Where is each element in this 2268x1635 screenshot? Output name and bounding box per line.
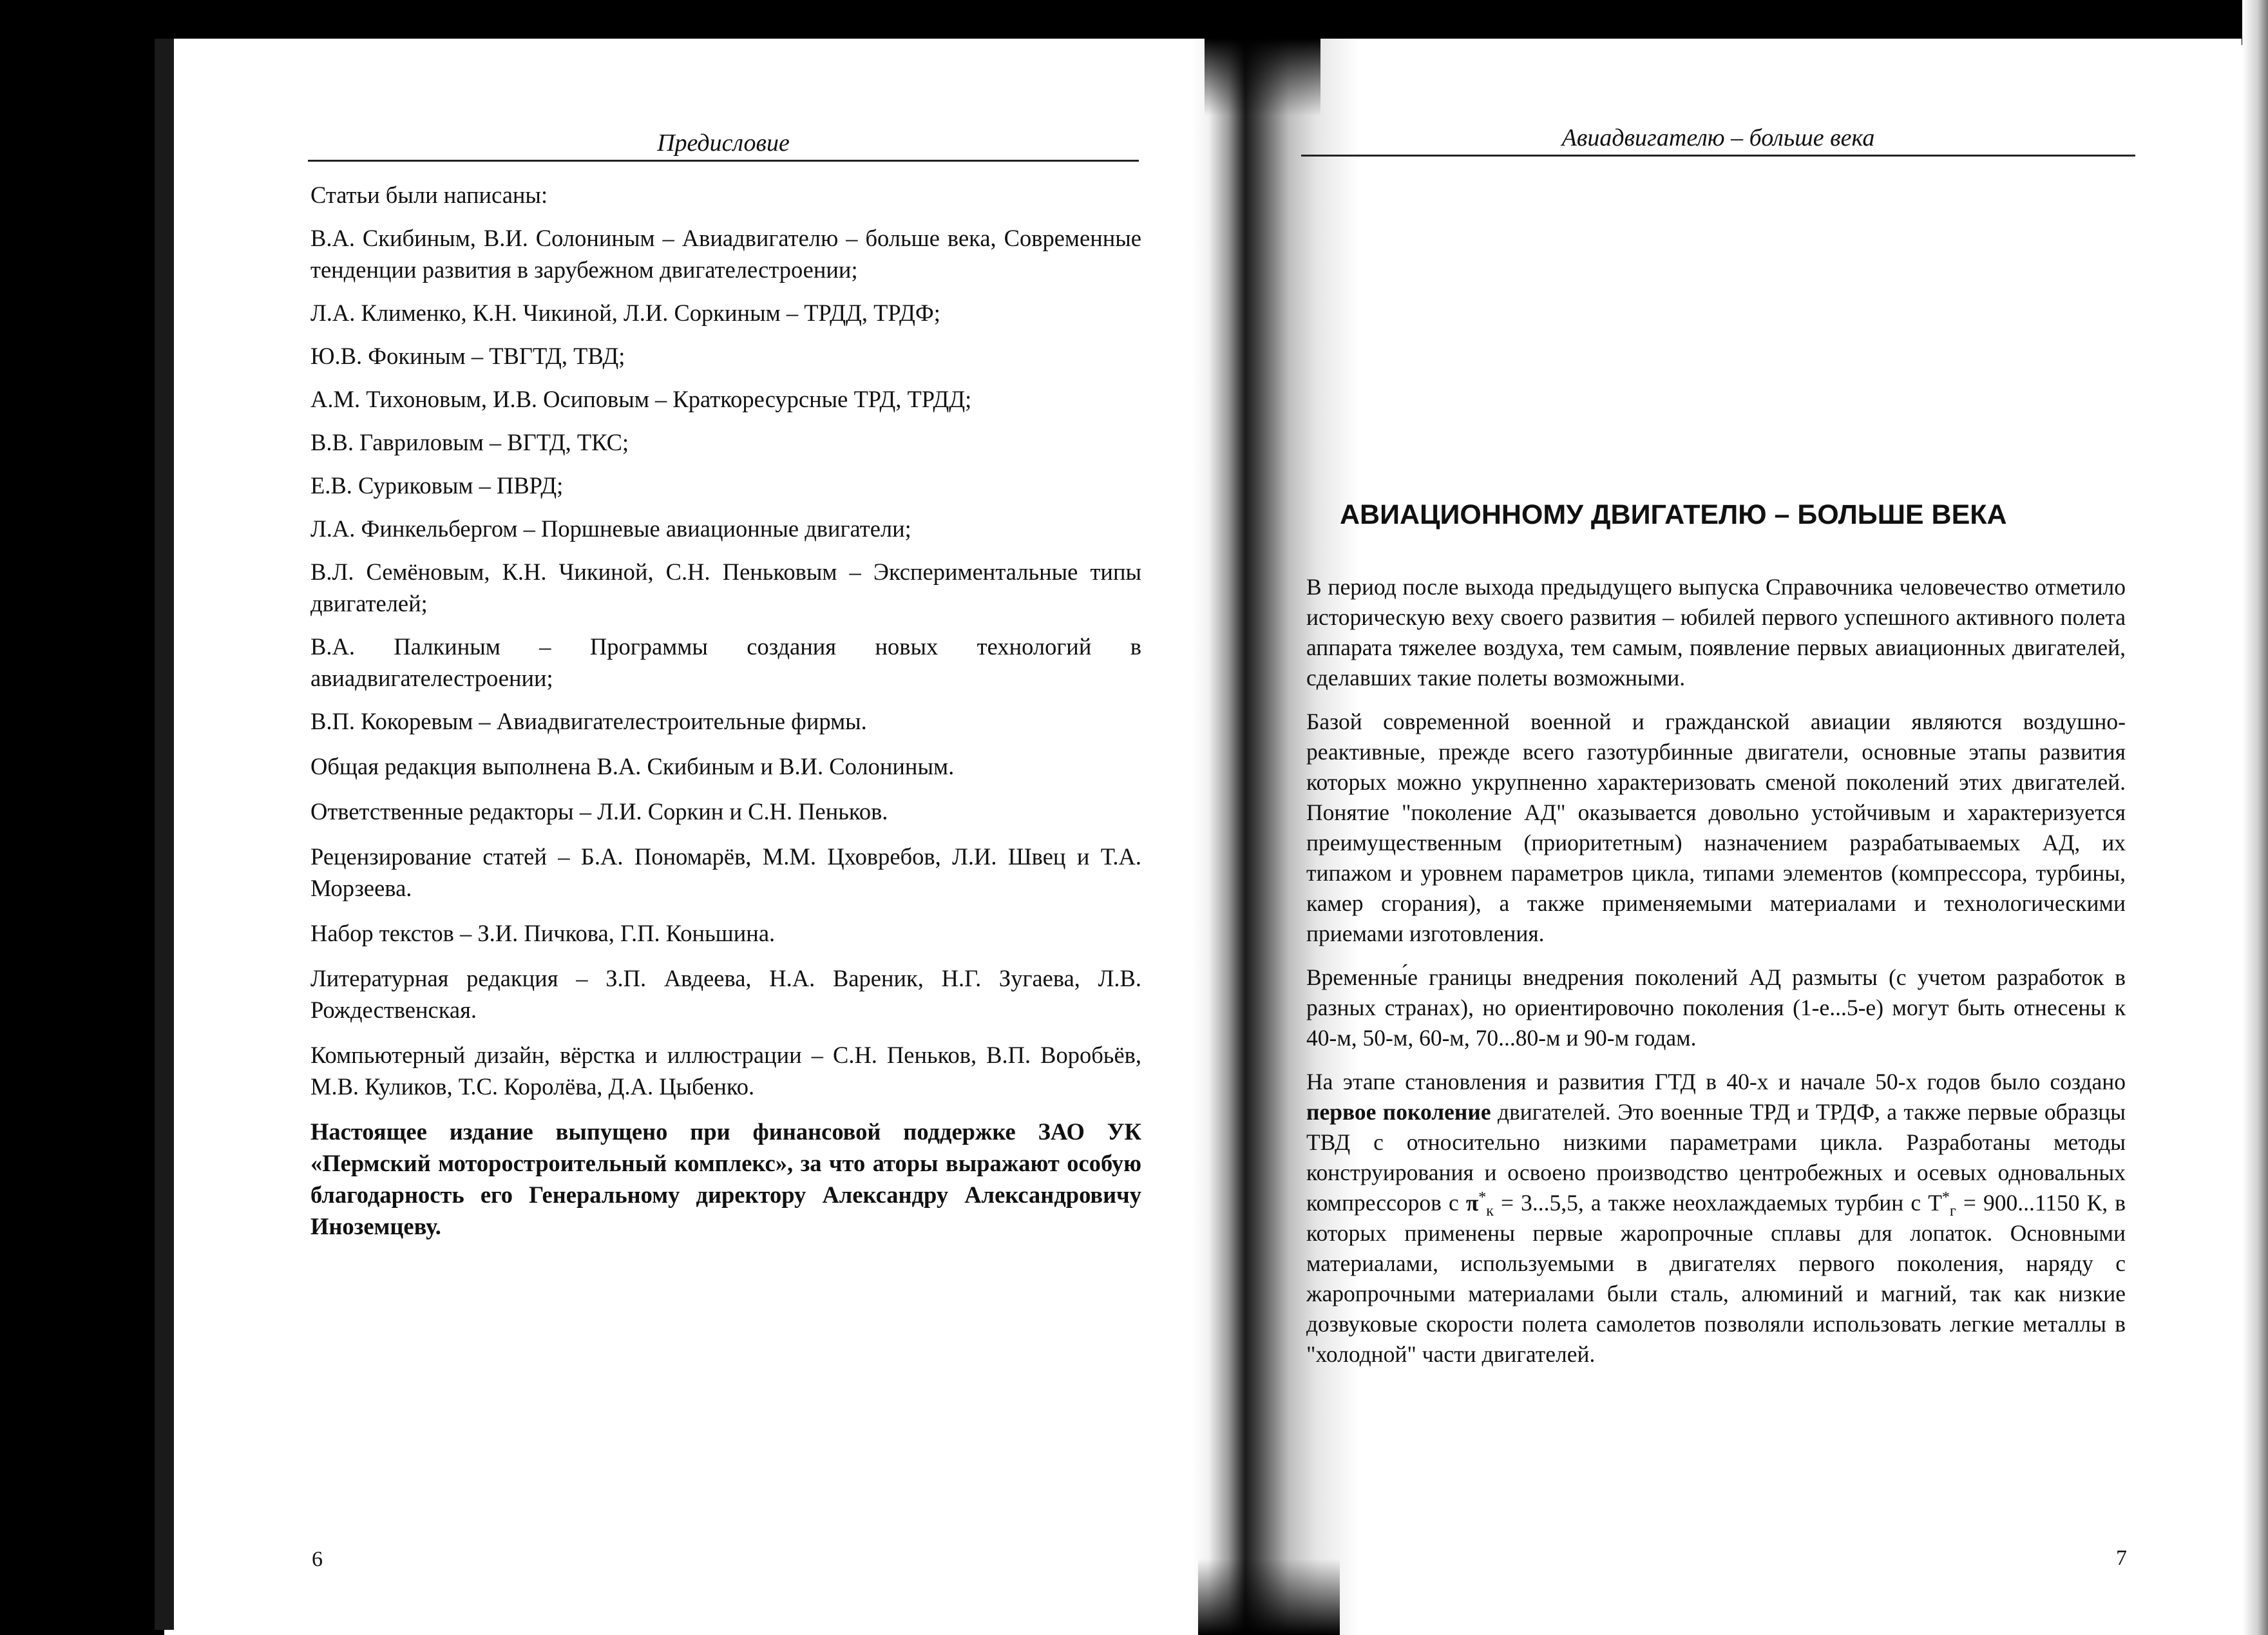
- star-superscript: *: [1941, 1189, 1950, 1207]
- acknowledgement: Настоящее издание выпущено при финансовой поддержке ЗАО УК «Пермский моторостроительный комплекс», за что аторы выражают особую благодарность его Генеральному директору Александру Александровичу Иноземцеву.: [310, 1118, 1141, 1239]
- pi-symbol: π: [1465, 1190, 1479, 1216]
- scan-edge-right: [2242, 0, 2268, 1635]
- running-head-right: Авиадвигателю – больше века: [1301, 124, 2135, 157]
- credit-line: Е.В. Суриковым – ПВРД;: [310, 472, 564, 499]
- p4-text-3: = 3...5,5, а также неохлаждаемых турбин с Т: [1493, 1190, 1942, 1216]
- general-editing: Общая редакция выполнена В.А. Скибиным и В.И. Солониным.: [310, 753, 955, 779]
- reviewers: Рецензирование статей – Б.А. Пономарёв, М.М. Цховребов, Л.И. Швец и Т.А. Морзеева.: [310, 843, 1141, 901]
- credit-line: Ю.В. Фокиным – ТВГТД, ТВД;: [310, 343, 625, 369]
- body-paragraph-first-generation: [1306, 1067, 2126, 1370]
- first-generation-term: первое поколение: [1306, 1099, 1491, 1125]
- credit-line: В.А. Палкиным – Программы создания новых технологий в авиадвигателестроении;: [310, 633, 1141, 691]
- credit-line: В.В. Гавриловым – ВГТД, ТКС;: [310, 429, 629, 455]
- p4-text-4: = 900...1150 К, в которых применены первые жаропрочные сплавы для лопаток. Основными материалами, используемыми в двигателях первого поколения, наряду с жаропрочными материалами были сталь, алюминий и магний, так как низкие дозвуковые скорости полета самолетов позволяли использовать легкие металлы в "холодной" части двигателей.: [1306, 1190, 2126, 1367]
- scan-edge-left: [0, 0, 164, 1635]
- credit-line: А.М. Тихоновым, И.В. Осиповым – Краткоресурсные ТРД, ТРДД;: [310, 386, 972, 412]
- scan-edge-left-lip: [155, 39, 174, 1630]
- page-number-right: 7: [2116, 1546, 2127, 1570]
- k-subscript: к: [1486, 1203, 1494, 1220]
- credit-line: Л.А. Клименко, К.Н. Чикиной, Л.И. Соркиным – ТРДД, ТРДФ;: [310, 300, 940, 326]
- credit-line: Л.А. Финкельбергом – Поршневые авиационные двигатели;: [310, 515, 911, 542]
- body-paragraph: В период после выхода предыдущего выпуска Справочника человечество отметило историческую веху своего развития – юбилей первого успешного активного полета аппарата тяжелее воздуха, тем самым, появление первых авиационных двигателей, сделавших такие полеты возможными.: [1306, 574, 2126, 691]
- running-head-left: Предисловие: [308, 129, 1139, 162]
- left-text-column: [310, 179, 1141, 1256]
- typesetting: Набор текстов – З.И. Пичкова, Г.П. Коньшина.: [310, 920, 776, 946]
- page-number-left: 6: [312, 1547, 323, 1571]
- credit-line: В.Л. Семёновым, К.Н. Чикиной, С.Н. Пеньковым – Экспериментальные типы двигателей;: [310, 559, 1141, 617]
- article-title: АВИАЦИОННОМУ ДВИГАТЕЛЮ – БОЛЬШЕ ВЕКА: [1340, 499, 2007, 530]
- design-credits: Компьютерный дизайн, вёрстка и иллюстрации – С.Н. Пеньков, В.П. Воробьёв, М.В. Куликов, Т.С. Королёва, Д.А. Цыбенко.: [310, 1042, 1141, 1100]
- gutter-top-shadow: [1205, 39, 1320, 116]
- credits-intro: Статьи были написаны:: [310, 182, 548, 208]
- p4-text-1: На этапе становления и развития ГТД в 40-х и начале 50-х годов было создано: [1306, 1069, 2126, 1095]
- star-superscript: *: [1478, 1189, 1487, 1207]
- p4-text-2: двигателей. Это военные ТРД и ТРДФ, а также первые образцы ТВД с относительно низкими параметрами цикла. Разработаны методы конструирования и освоено производство центробежных и осевых одновальных компрессоров с: [1306, 1099, 2126, 1216]
- responsible-editors: Ответственные редакторы – Л.И. Соркин и С.Н. Пеньков.: [310, 798, 888, 825]
- literary-editing: Литературная редакция – З.П. Авдеева, Н.А. Вареник, Н.Г. Зугаева, Л.В. Рождественская.: [310, 965, 1141, 1023]
- credit-line: В.А. Скибиным, В.И. Солониным – Авиадвигателю – больше века, Современные тенденции развития в зарубежном двигателестроении;: [310, 225, 1141, 283]
- right-text-column: [1306, 572, 2126, 1383]
- body-paragraph: Временны́е границы внедрения поколений АД размыты (с учетом разработок в разных странах), но ориентировочно поколения (1-е...5-е) могут быть отнесены к 40-м, 50-м, 60-м, 70...80-м и 90-м годам.: [1306, 964, 2126, 1051]
- gutter-bottom-shadow: [1198, 1559, 1340, 1635]
- body-paragraph: Базой современной военной и гражданской авиации являются воздушно-реактивные, прежде всего газотурбинные двигатели, основные этапы развития которых можно укрупненно характеризовать сменой поколений этих двигателей. Понятие "поколение АД" оказывается довольно устойчивым и характеризуется преимущественным (приоритетным) назначением разрабатываемых АД, их типажом и уровнем параметров цикла, типами элементов (компрессора, турбины, камер сгорания), а также применяемыми материалами и технологическими приемами изготовления.: [1306, 709, 2126, 946]
- g-subscript: г: [1949, 1203, 1956, 1220]
- credit-line: В.П. Кокоревым – Авиадвигателестроительные фирмы.: [310, 708, 867, 734]
